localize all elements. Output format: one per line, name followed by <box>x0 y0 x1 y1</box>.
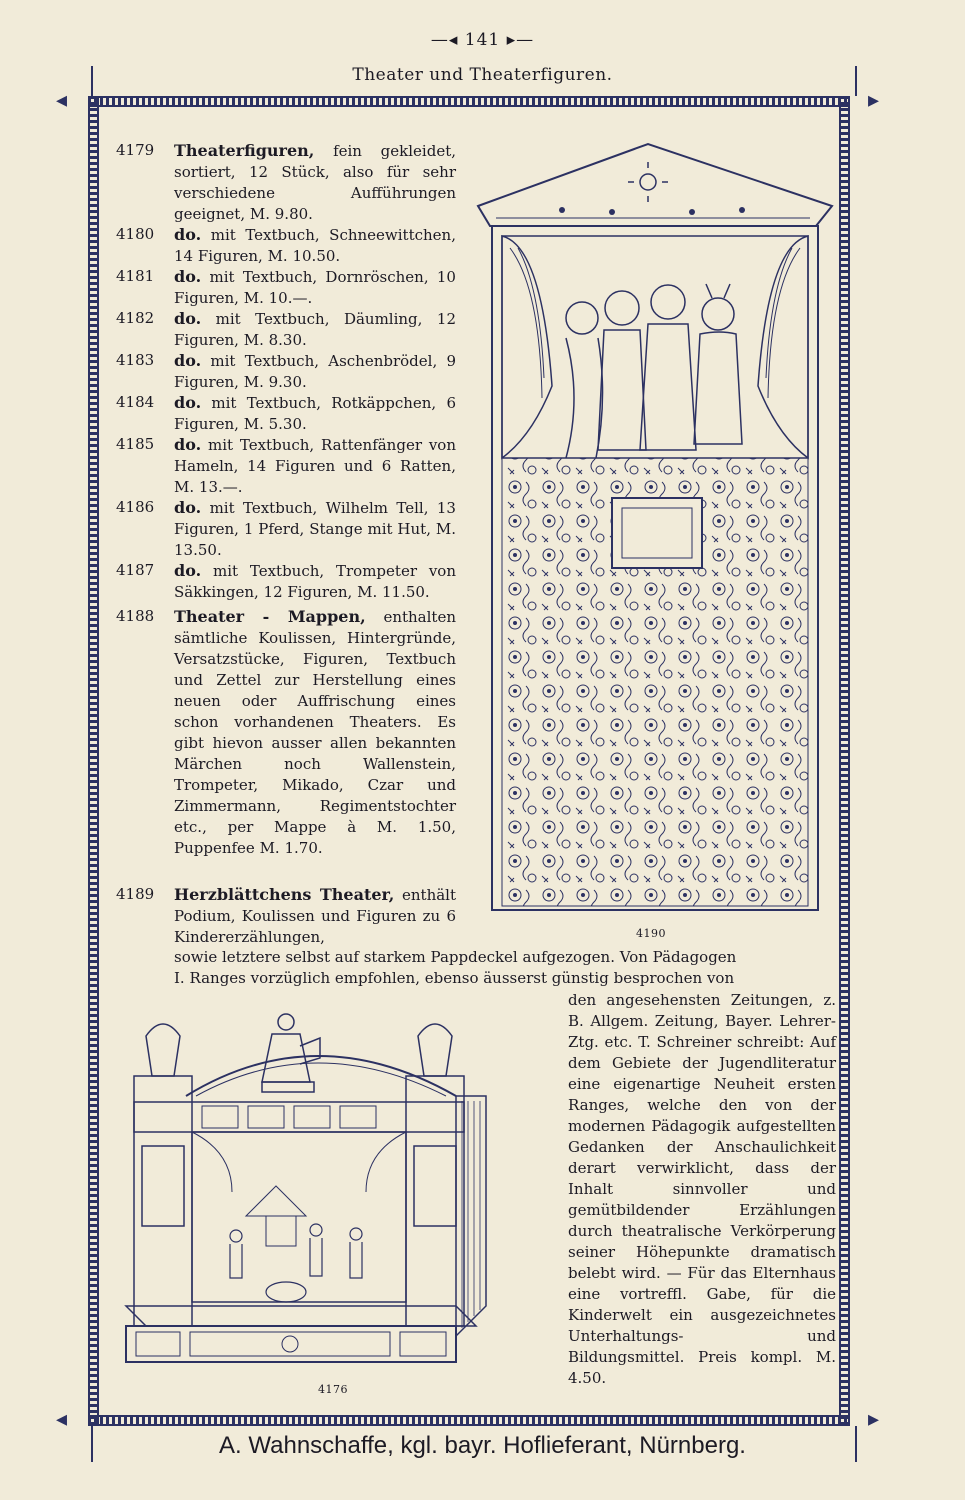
frame-post-top-right <box>855 66 857 96</box>
entry-title: do. <box>174 225 202 244</box>
page-number <box>0 30 965 50</box>
frame-bottom-rule <box>88 1415 850 1426</box>
entry-number: 4185 <box>116 435 155 453</box>
puppet-theater-illustration <box>472 138 840 920</box>
entry-text: fein gekleidet, sortiert, 12 Stück, also für sehr verschiedene Aufführungen geeignet, M. 9.80. <box>174 142 456 223</box>
entry-number: 4180 <box>116 225 155 243</box>
entry-text: mit Textbuch, Wilhelm Tell, 13 Figuren, 1 Pferd, Stange mit Hut, M. 13.50. <box>174 499 456 559</box>
entry-title: Theaterfiguren, <box>174 141 315 160</box>
catalog-entry <box>116 497 456 561</box>
entry-title: Theater - Mappen, <box>174 607 366 626</box>
page-number-ornament-left: —◂ <box>430 30 465 50</box>
entry-4189-column-text: den angesehensten Zeitungen, z. B. Allgem. Zeitung, Bayer. Lehrer-Ztg. etc. T. Schreiner schreibt: Auf dem Gebiete der Jugendliteratur eine eigenartige Neuheit ersten Ranges, welche den von der modernen Pädagogik aufgestellten Gedanken der Anschaulichkeit derart verwirklicht, dass der Inhalt sinnvoller und gemütbildender Erzählungen durch theatralische Verkörperung seiner Höhepunkte dramatisch belebt wird. — Für das Elternhaus eine vortreffl. Gabe, für die Kinderwelt ein ausgezeichnetes Unterhaltungs- und Bildungsmittel. Preis kompl. M. 4.50. <box>568 991 836 1387</box>
stage-illustration <box>116 1006 516 1376</box>
illustration-caption-4176: 4176 <box>318 1383 348 1396</box>
entry-number: 4189 <box>116 885 155 903</box>
frame-right-rule <box>839 96 850 1426</box>
entry-text: mit Textbuch, Dornröschen, 10 Figuren, M. 10.—. <box>174 268 456 307</box>
entry-title: do. <box>174 267 202 286</box>
arrow-left-icon: ◂ <box>56 88 68 113</box>
entry-title: Herzblättchens Theater, <box>174 885 395 904</box>
catalog-entry <box>116 140 456 225</box>
catalog-entry <box>116 560 456 603</box>
entry-title: do. <box>174 435 202 454</box>
catalog-entry <box>116 350 456 393</box>
frame-top-rule <box>88 96 850 107</box>
entry-text: mit Textbuch, Rotkäppchen, 6 Figuren, M. 5.30. <box>174 394 456 433</box>
arrow-right-icon: ▸ <box>868 1407 880 1432</box>
running-title: Theater und Theaterfiguren. <box>352 65 613 85</box>
page-number-ornament-right: ▸— <box>500 30 535 50</box>
entry-text: mit Textbuch, Däumling, 12 Figuren, M. 8.30. <box>174 310 456 349</box>
arrow-right-icon: ▸ <box>868 88 880 113</box>
entry-text: enthält Podium, Koulissen und Figuren zu 6 Kindererzählungen, <box>174 886 456 946</box>
frame-left-rule <box>88 96 99 1426</box>
entry-number: 4181 <box>116 267 155 285</box>
entry-title: do. <box>174 561 202 580</box>
entry-text: mit Textbuch, Aschenbrödel, 9 Figuren, M. 9.30. <box>174 352 456 391</box>
catalog-entry <box>116 606 456 859</box>
publisher-imprint: A. Wahnschaffe, kgl. bayr. Hoflieferant, Nürnberg. <box>219 1432 746 1459</box>
catalog-entry <box>116 266 456 309</box>
entry-4189-line-1: sowie letztere selbst auf starkem Pappdeckel aufgezogen. Von Pädagogen <box>174 948 737 966</box>
entry-4189-line-2: I. Ranges vorzüglich empfohlen, ebenso äusserst günstig besprochen von <box>174 969 735 987</box>
entry-number: 4183 <box>116 351 155 369</box>
entry-number: 4179 <box>116 141 155 159</box>
catalog-entry <box>116 308 456 351</box>
arrow-left-icon: ◂ <box>56 1407 68 1432</box>
entry-text: mit Textbuch, Schneewittchen, 14 Figuren, M. 10.50. <box>174 226 456 265</box>
catalog-entry <box>116 224 456 267</box>
entry-number: 4187 <box>116 561 155 579</box>
entry-text: mit Textbuch, Rattenfänger von Hameln, 14 Figuren und 6 Ratten, M. 13.—. <box>174 436 456 496</box>
entry-title: do. <box>174 309 202 328</box>
entry-title: do. <box>174 351 202 370</box>
entry-title: do. <box>174 498 202 517</box>
entry-text: enthalten sämtliche Koulissen, Hintergründe, Versatzstücke, Figuren, Textbuch und Zettel zur Herstellung eines neuen oder Auffrischung eines schon vorhandenen Theaters. Es gibt hievon ausser allen bekannten Märchen noch Wallenstein, Trompeter, Mikado, Czar und Zimmermann, Regimentstochter etc., per Mappe à M. 1.50, Puppenfee M. 1.70. <box>174 608 456 857</box>
entry-number: 4182 <box>116 309 155 327</box>
catalog-entry <box>116 434 456 498</box>
page-number-text: 141 <box>464 30 501 50</box>
entry-number: 4186 <box>116 498 155 516</box>
illustration-caption-4190: 4190 <box>636 927 666 940</box>
entry-number: 4184 <box>116 393 155 411</box>
catalog-entry <box>116 392 456 435</box>
entry-number: 4188 <box>116 607 155 625</box>
frame-post-top-left <box>91 66 93 96</box>
entry-title: do. <box>174 393 202 412</box>
catalog-entry <box>116 884 456 948</box>
entry-text: mit Textbuch, Trompeter von Säkkingen, 12 Figuren, M. 11.50. <box>174 562 456 601</box>
